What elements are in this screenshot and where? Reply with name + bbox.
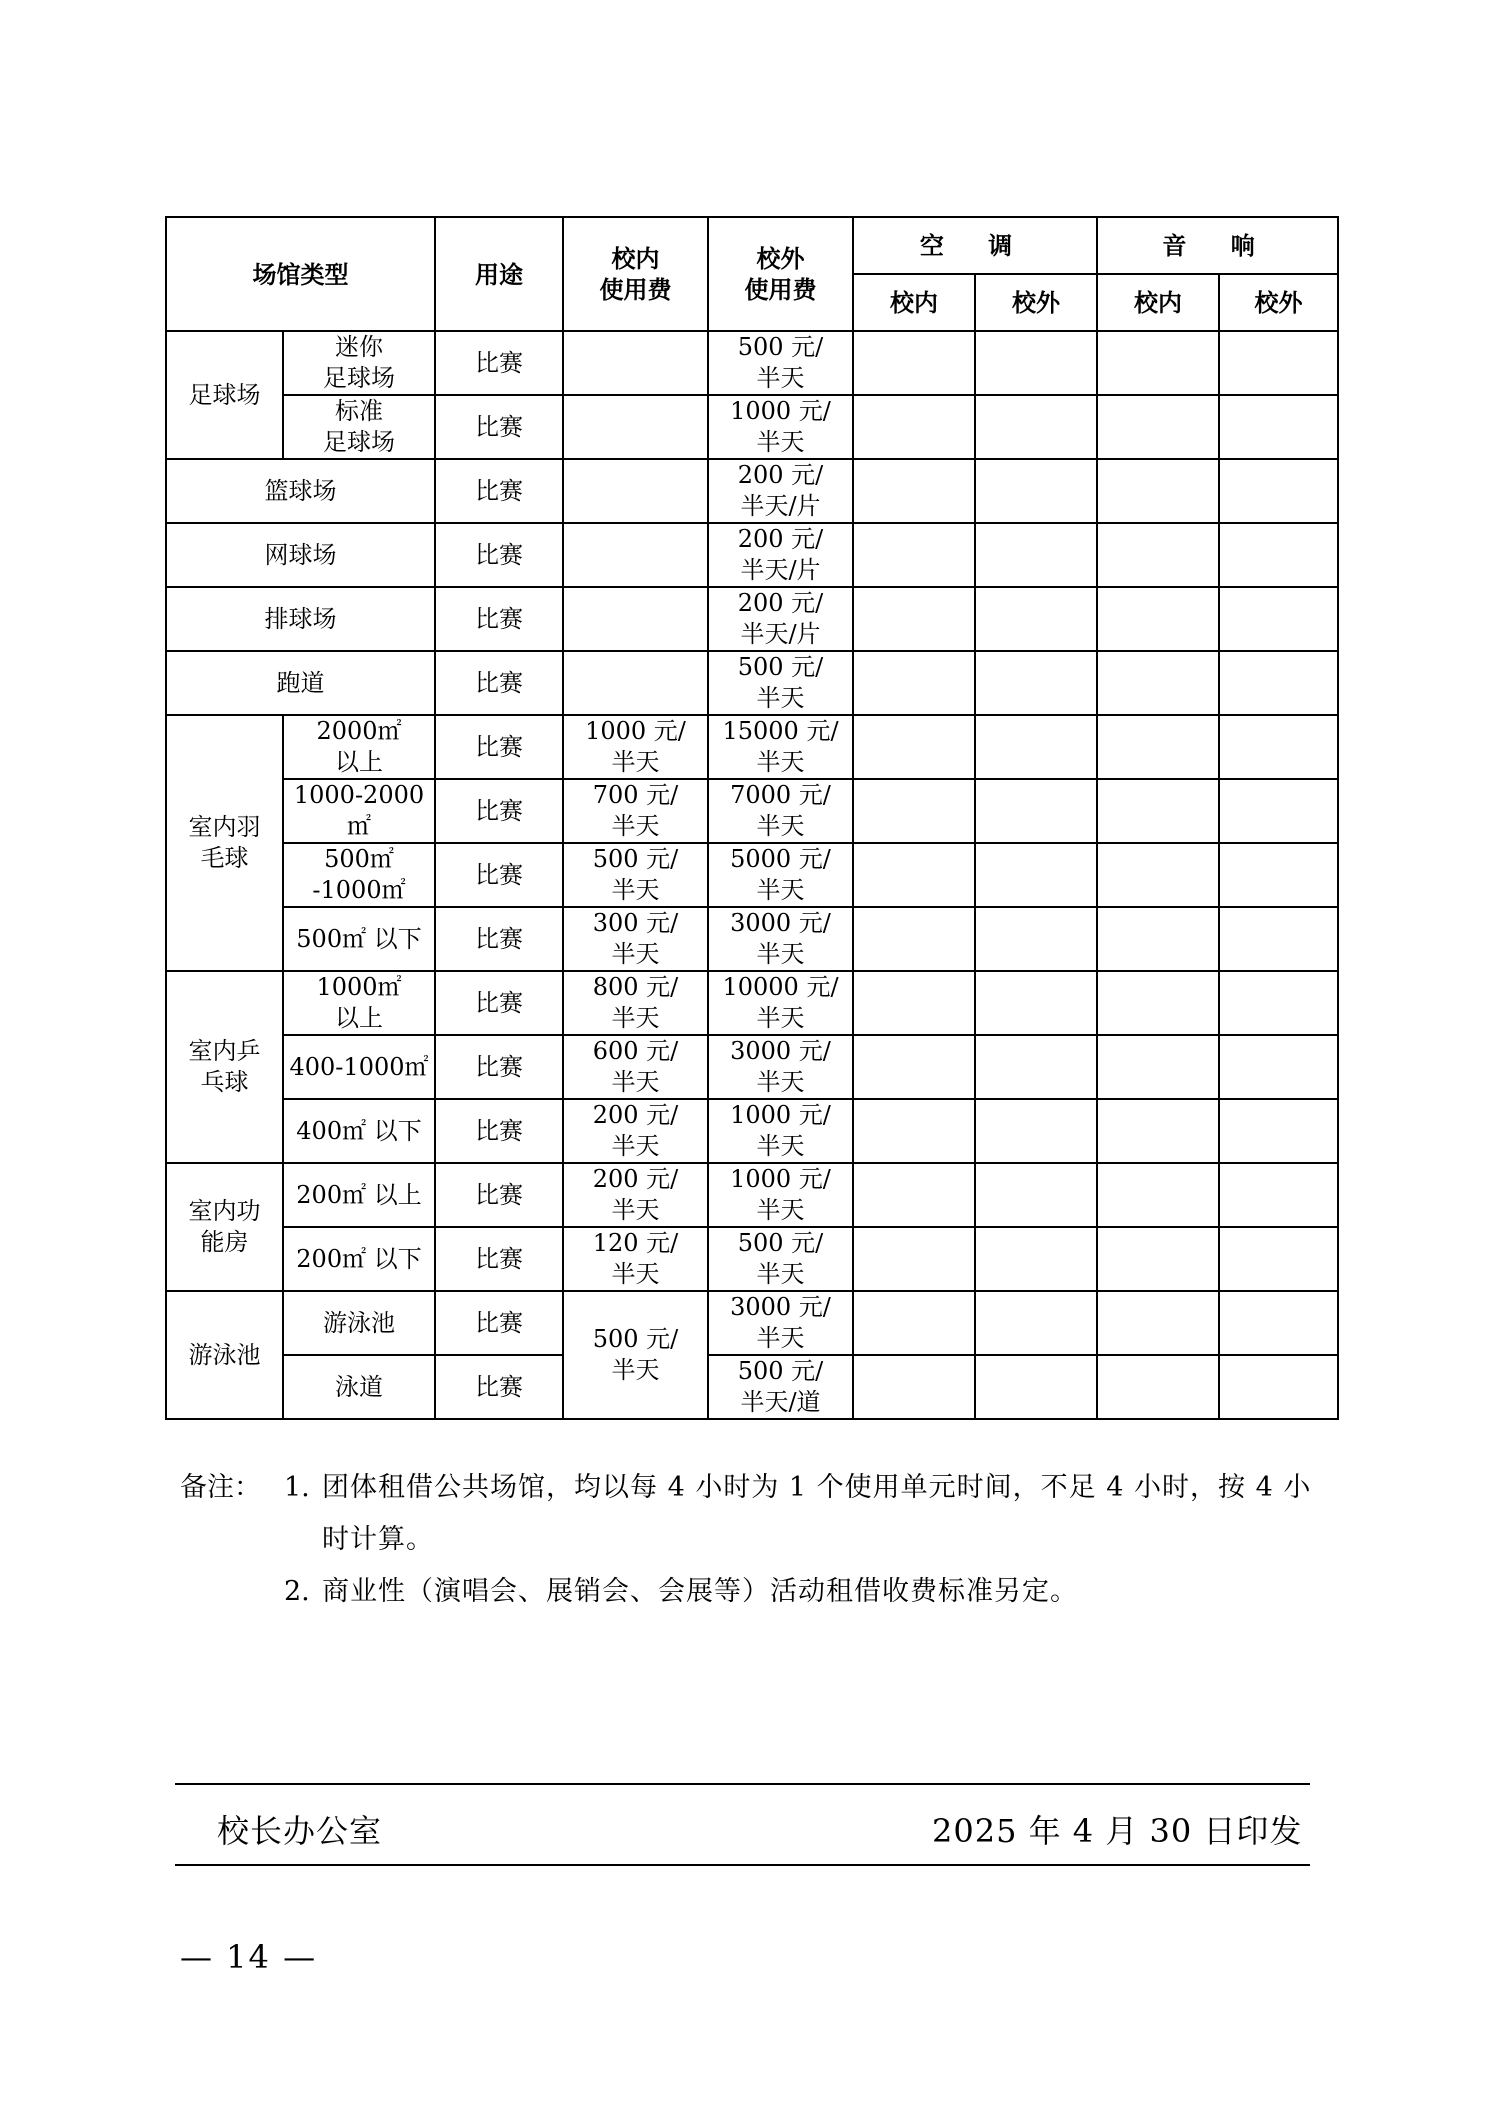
external-fee-cell: 500 元/ 半天 — [708, 331, 853, 395]
table-row — [166, 1099, 1338, 1163]
empty-cell — [975, 1291, 1097, 1355]
empty-cell — [853, 843, 975, 907]
sub-type: 迷你 足球场 — [283, 331, 435, 395]
empty-cell — [1219, 587, 1338, 651]
empty-cell — [853, 1355, 975, 1419]
empty-cell — [1219, 331, 1338, 395]
table-row — [166, 1291, 1338, 1355]
internal-fee-cell: 200 元/ 半天 — [563, 1099, 708, 1163]
external-fee-cell: 1000 元/ 半天 — [708, 395, 853, 459]
empty-cell — [975, 1227, 1097, 1291]
empty-cell — [975, 395, 1097, 459]
empty-cell — [975, 651, 1097, 715]
external-fee-cell: 1000 元/ 半天 — [708, 1099, 853, 1163]
empty-cell — [1097, 331, 1219, 395]
empty-cell — [1219, 523, 1338, 587]
page-number: — 14 — — [180, 1938, 318, 1976]
empty-cell — [853, 1291, 975, 1355]
empty-cell — [1097, 1163, 1219, 1227]
table-row — [166, 1163, 1338, 1227]
note-number: 2. — [284, 1576, 310, 1607]
empty-cell — [1097, 1291, 1219, 1355]
empty-cell — [853, 971, 975, 1035]
external-fee-cell: 7000 元/ 半天 — [708, 779, 853, 843]
internal-fee-cell — [563, 587, 708, 651]
internal-fee-cell — [563, 395, 708, 459]
internal-fee-cell — [563, 651, 708, 715]
external-fee-cell: 500 元/ 半天 — [708, 1227, 853, 1291]
sub-type: 500㎡ 以下 — [283, 907, 435, 971]
venue-name: 排球场 — [166, 587, 435, 651]
empty-cell — [853, 459, 975, 523]
internal-fee-cell: 800 元/ 半天 — [563, 971, 708, 1035]
fee-table — [165, 216, 1339, 1420]
empty-cell — [975, 1035, 1097, 1099]
empty-cell — [1219, 1099, 1338, 1163]
usage-cell: 比赛 — [435, 1163, 563, 1227]
empty-cell — [853, 1099, 975, 1163]
empty-cell — [1219, 1355, 1338, 1419]
empty-cell — [1097, 651, 1219, 715]
empty-cell — [975, 523, 1097, 587]
usage-cell: 比赛 — [435, 1099, 563, 1163]
empty-cell — [1219, 395, 1338, 459]
empty-cell — [975, 715, 1097, 779]
empty-cell — [1097, 907, 1219, 971]
internal-fee-cell: 600 元/ 半天 — [563, 1035, 708, 1099]
sub-type: 1000-2000㎡ — [283, 779, 435, 843]
empty-cell — [1097, 395, 1219, 459]
header-ac: 空 调 — [853, 217, 1097, 274]
sub-type: 500㎡ -1000㎡ — [283, 843, 435, 907]
usage-cell: 比赛 — [435, 587, 563, 651]
empty-cell — [1219, 715, 1338, 779]
empty-cell — [853, 587, 975, 651]
empty-cell — [975, 459, 1097, 523]
usage-cell: 比赛 — [435, 971, 563, 1035]
header-sound: 音 响 — [1097, 217, 1338, 274]
sub-type: 1000㎡ 以上 — [283, 971, 435, 1035]
empty-cell — [853, 1163, 975, 1227]
empty-cell — [1097, 715, 1219, 779]
table-row — [166, 1355, 1338, 1419]
empty-cell — [853, 651, 975, 715]
empty-cell — [1219, 843, 1338, 907]
usage-cell: 比赛 — [435, 1035, 563, 1099]
usage-cell: 比赛 — [435, 1355, 563, 1419]
table-row — [166, 843, 1338, 907]
external-fee-cell: 3000 元/ 半天 — [708, 1035, 853, 1099]
issuing-office: 校长办公室 — [217, 1812, 383, 1850]
group-function-room: 室内功 能房 — [166, 1163, 283, 1291]
internal-fee-cell: 500 元/ 半天 — [563, 1291, 708, 1419]
external-fee-cell: 1000 元/ 半天 — [708, 1163, 853, 1227]
usage-cell: 比赛 — [435, 1291, 563, 1355]
external-fee-cell: 500 元/ 半天/道 — [708, 1355, 853, 1419]
empty-cell — [975, 1355, 1097, 1419]
usage-cell: 比赛 — [435, 907, 563, 971]
notes-label: 备注： — [180, 1472, 261, 1503]
footer-top-rule — [175, 1783, 1310, 1785]
empty-cell — [1097, 523, 1219, 587]
external-fee-cell: 200 元/ 半天/片 — [708, 587, 853, 651]
venue-name: 跑道 — [166, 651, 435, 715]
empty-cell — [1097, 1035, 1219, 1099]
header-sound-internal: 校内 — [1097, 274, 1219, 331]
usage-cell: 比赛 — [435, 459, 563, 523]
empty-cell — [1219, 1291, 1338, 1355]
internal-fee-cell: 700 元/ 半天 — [563, 779, 708, 843]
empty-cell — [853, 395, 975, 459]
empty-cell — [1219, 1163, 1338, 1227]
table-row — [166, 1035, 1338, 1099]
empty-cell — [853, 779, 975, 843]
table-row — [166, 779, 1338, 843]
empty-cell — [975, 1163, 1097, 1227]
empty-cell — [1097, 1355, 1219, 1419]
empty-cell — [1097, 587, 1219, 651]
empty-cell — [853, 715, 975, 779]
internal-fee-cell: 120 元/ 半天 — [563, 1227, 708, 1291]
empty-cell — [1097, 1227, 1219, 1291]
empty-cell — [975, 331, 1097, 395]
table-row — [166, 331, 1338, 395]
usage-cell: 比赛 — [435, 715, 563, 779]
empty-cell — [853, 331, 975, 395]
header-ac-internal: 校内 — [853, 274, 975, 331]
venue-name: 网球场 — [166, 523, 435, 587]
empty-cell — [975, 779, 1097, 843]
empty-cell — [1097, 843, 1219, 907]
usage-cell: 比赛 — [435, 1227, 563, 1291]
usage-cell: 比赛 — [435, 779, 563, 843]
empty-cell — [975, 1099, 1097, 1163]
header-ac-external: 校外 — [975, 274, 1097, 331]
internal-fee-cell: 300 元/ 半天 — [563, 907, 708, 971]
header-venue-type: 场馆类型 — [166, 217, 435, 331]
footer-bottom-rule — [175, 1864, 1310, 1866]
group-swimming: 游泳池 — [166, 1291, 283, 1419]
header-external-fee: 校外 使用费 — [708, 217, 853, 331]
header-sound-external: 校外 — [1219, 274, 1338, 331]
table-row — [166, 971, 1338, 1035]
empty-cell — [975, 843, 1097, 907]
empty-cell — [853, 523, 975, 587]
usage-cell: 比赛 — [435, 331, 563, 395]
external-fee-cell: 10000 元/ 半天 — [708, 971, 853, 1035]
empty-cell — [1097, 779, 1219, 843]
sub-type: 200㎡ 以下 — [283, 1227, 435, 1291]
table-row — [166, 715, 1338, 779]
group-badminton: 室内羽 毛球 — [166, 715, 283, 971]
empty-cell — [1219, 907, 1338, 971]
sub-type: 2000㎡ 以上 — [283, 715, 435, 779]
venue-name: 篮球场 — [166, 459, 435, 523]
internal-fee-cell: 500 元/ 半天 — [563, 843, 708, 907]
table-row — [166, 395, 1338, 459]
table-row — [166, 459, 1338, 523]
sub-type: 游泳池 — [283, 1291, 435, 1355]
empty-cell — [853, 907, 975, 971]
external-fee-cell: 200 元/ 半天/片 — [708, 523, 853, 587]
note-text: 团体租借公共场馆，均以每 4 小时为 1 个使用单元时间，不足 4 小时，按 4 小时计算。 — [322, 1472, 1312, 1555]
table-row — [166, 907, 1338, 971]
internal-fee-cell: 200 元/ 半天 — [563, 1163, 708, 1227]
note-number: 1. — [284, 1472, 310, 1503]
table-row — [166, 1227, 1338, 1291]
empty-cell — [1097, 459, 1219, 523]
external-fee-cell: 5000 元/ 半天 — [708, 843, 853, 907]
internal-fee-cell — [563, 459, 708, 523]
usage-cell: 比赛 — [435, 843, 563, 907]
sub-type: 400-1000㎡ — [283, 1035, 435, 1099]
empty-cell — [1097, 1099, 1219, 1163]
internal-fee-cell — [563, 331, 708, 395]
external-fee-cell: 500 元/ 半天 — [708, 651, 853, 715]
table-row — [166, 523, 1338, 587]
empty-cell — [1219, 1227, 1338, 1291]
internal-fee-cell: 1000 元/ 半天 — [563, 715, 708, 779]
external-fee-cell: 15000 元/ 半天 — [708, 715, 853, 779]
usage-cell: 比赛 — [435, 523, 563, 587]
empty-cell — [1219, 459, 1338, 523]
external-fee-cell: 3000 元/ 半天 — [708, 907, 853, 971]
empty-cell — [975, 971, 1097, 1035]
note-text: 商业性（演唱会、展销会、会展等）活动租借收费标准另定。 — [322, 1576, 1078, 1607]
table-row — [166, 587, 1338, 651]
sub-type: 泳道 — [283, 1355, 435, 1419]
empty-cell — [853, 1035, 975, 1099]
issue-date: 2025 年 4 月 30 日印发 — [932, 1812, 1303, 1850]
empty-cell — [1219, 1035, 1338, 1099]
empty-cell — [975, 907, 1097, 971]
usage-cell: 比赛 — [435, 651, 563, 715]
external-fee-cell: 3000 元/ 半天 — [708, 1291, 853, 1355]
header-usage: 用途 — [435, 217, 563, 331]
empty-cell — [1097, 971, 1219, 1035]
empty-cell — [1219, 651, 1338, 715]
internal-fee-cell — [563, 523, 708, 587]
empty-cell — [975, 587, 1097, 651]
usage-cell: 比赛 — [435, 395, 563, 459]
empty-cell — [853, 1227, 975, 1291]
external-fee-cell: 200 元/ 半天/片 — [708, 459, 853, 523]
sub-type: 400㎡ 以下 — [283, 1099, 435, 1163]
table-row — [166, 651, 1338, 715]
header-internal-fee: 校内 使用费 — [563, 217, 708, 331]
sub-type: 200㎡ 以上 — [283, 1163, 435, 1227]
group-football: 足球场 — [166, 331, 283, 459]
sub-type: 标准 足球场 — [283, 395, 435, 459]
empty-cell — [1219, 971, 1338, 1035]
empty-cell — [1219, 779, 1338, 843]
group-pingpong: 室内乒 乓球 — [166, 971, 283, 1163]
